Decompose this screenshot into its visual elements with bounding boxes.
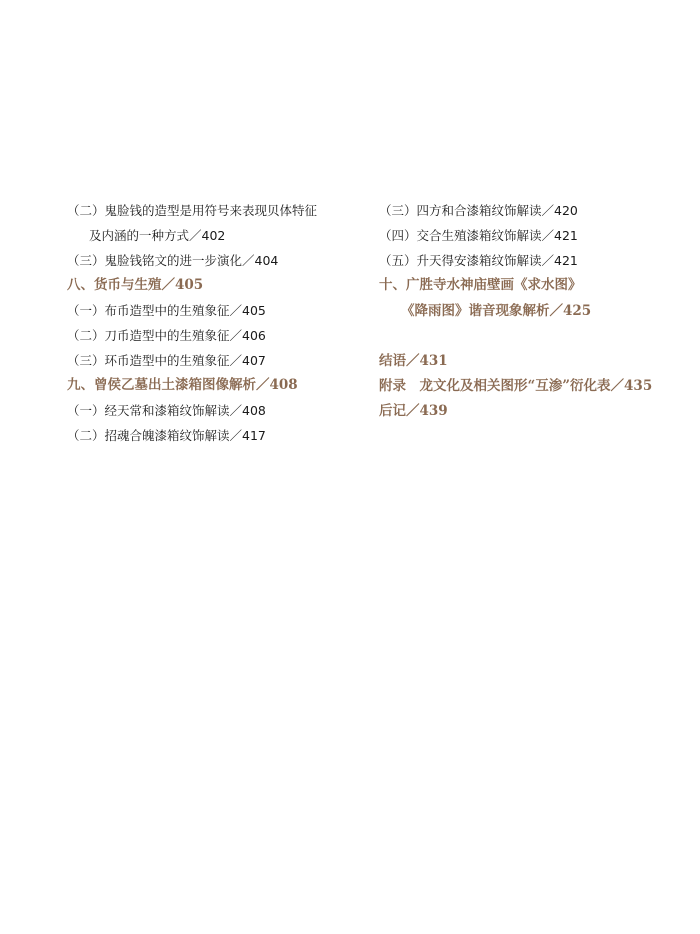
toc-section-heading[interactable]: 十、广胜寺水神庙壁画《求水图》	[379, 277, 582, 293]
toc-entry-continuation[interactable]: 及内涵的一种方式／402	[89, 228, 226, 243]
toc-entry[interactable]: （二）刀币造型中的生殖象征／406	[67, 328, 266, 343]
toc-entry[interactable]: （一）经天常和漆箱纹饰解读／408	[67, 403, 266, 418]
toc-entry[interactable]: （一）布币造型中的生殖象征／405	[67, 303, 266, 318]
toc-entry[interactable]: （二）招魂合魄漆箱纹饰解读／417	[67, 428, 266, 443]
toc-conclusion[interactable]: 结语／431	[379, 353, 448, 369]
toc-entry[interactable]: （三）四方和合漆箱纹饰解读／420	[379, 203, 578, 218]
toc-appendix[interactable]: 附录 龙文化及相关图形“互渗”衍化表／435	[379, 378, 653, 394]
toc-section-heading[interactable]: 九、曾侯乙墓出土漆箱图像解析／408	[67, 377, 298, 393]
toc-section-heading-continuation[interactable]: 《降雨图》谐音现象解析／425	[401, 303, 592, 319]
toc-section-heading[interactable]: 八、货币与生殖／405	[67, 277, 204, 293]
toc-entry[interactable]: （三）环币造型中的生殖象征／407	[67, 353, 266, 368]
toc-entry[interactable]: （二）鬼脸钱的造型是用符号来表现贝体特征	[67, 203, 318, 218]
toc-entry[interactable]: （五）升天得安漆箱纹饰解读／421	[379, 253, 578, 268]
toc-afterword[interactable]: 后记／439	[379, 403, 448, 419]
toc-entry[interactable]: （三）鬼脸钱铭文的进一步演化／404	[67, 253, 279, 268]
toc-entry[interactable]: （四）交合生殖漆箱纹饰解读／421	[379, 228, 578, 243]
